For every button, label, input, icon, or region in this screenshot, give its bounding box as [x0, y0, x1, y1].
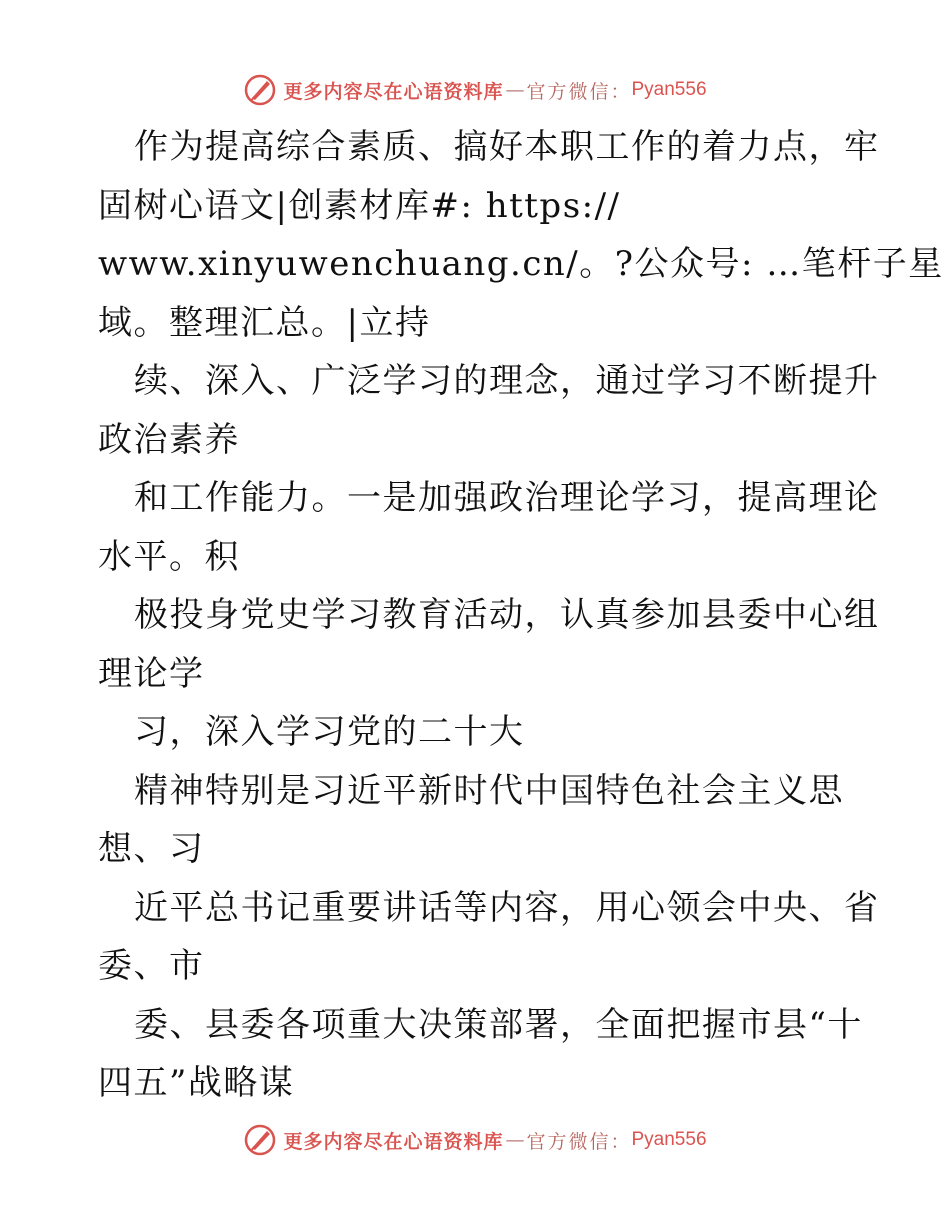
body-line: 想、习	[98, 829, 205, 869]
quill-pen-logo-icon	[243, 1123, 277, 1157]
watermark-official-label: 官方微信：	[526, 1130, 632, 1153]
footer-watermark	[0, 1120, 950, 1160]
watermark-separator: —	[505, 1129, 525, 1151]
body-line: 委、市	[98, 946, 205, 986]
body-line: 政治素养	[98, 419, 240, 460]
watermark-official-label: 官方微信：	[526, 80, 632, 103]
body-line: 近平总书记重要讲话等内容，用心领会中央、省	[134, 887, 880, 928]
body-line: 极投身党史学习教育活动，认真参加县委中心组	[134, 595, 880, 635]
document-body	[98, 118, 944, 1113]
quill-pen-logo-icon	[243, 73, 277, 107]
watermark-text: 更多内容尽在心语资料库	[283, 80, 504, 103]
body-line: 习，深入学习党的二十大	[134, 712, 525, 752]
body-line: 续、深入、广泛学习的理念，通过学习不断提升	[134, 361, 880, 401]
header-watermark	[0, 70, 950, 110]
body-line: 精神特别是习近平新时代中国特色社会主义思	[134, 770, 844, 811]
body-line: www.xinyuwenchuang.cn/。?公众号: …笔杆子星	[98, 244, 944, 284]
body-line: 固树心语文|创素材库#: https://	[98, 185, 621, 226]
watermark-text: 更多内容尽在心语资料库	[283, 1130, 504, 1153]
body-line: 作为提高综合素质、搞好本职工作的着力点，牢	[134, 127, 880, 167]
body-line: 和工作能力。一是加强政治理论学习，提高理论	[134, 478, 880, 518]
body-line: 理论学	[98, 653, 205, 694]
watermark-separator: —	[505, 79, 525, 101]
watermark-wechat-id: Pyan556	[631, 1129, 707, 1150]
body-line: 域。整理汇总。|立持	[98, 302, 431, 343]
body-line: 委、县委各项重大决策部署，全面把握市县“十	[134, 1004, 863, 1045]
watermark-wechat-id: Pyan556	[631, 79, 707, 100]
body-line: 四五”战略谋	[98, 1063, 295, 1103]
body-line: 水平。积	[98, 536, 240, 577]
